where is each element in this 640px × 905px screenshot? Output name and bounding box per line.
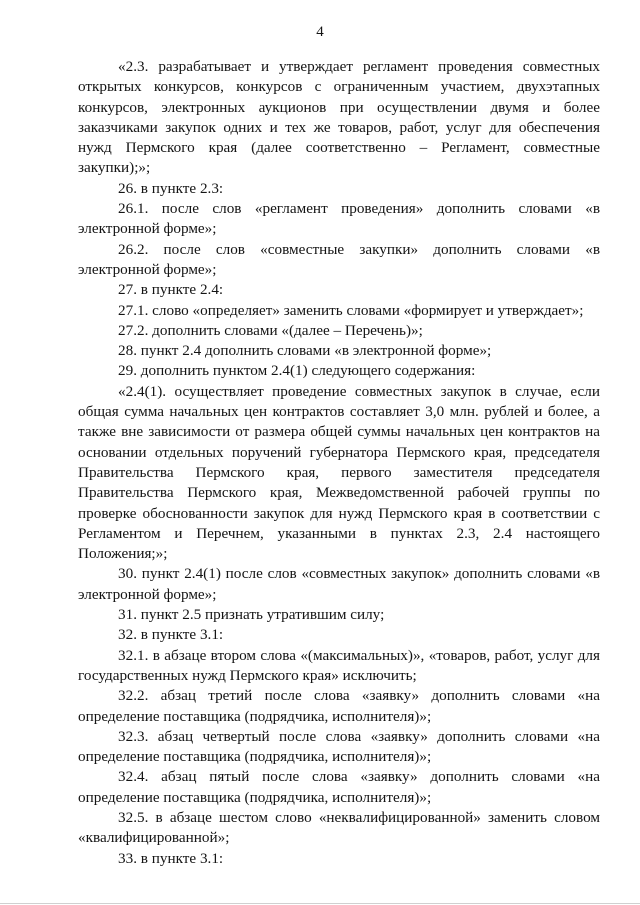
paragraph-item-33: 33. в пункте 3.1: [118,849,224,867]
paragraph-item-32: 32. в пункте 3.1: [118,626,224,644]
paragraph-item-32-4: 32.4. абзац пятый после слова «заявку» дополнить словами «на определение поставщика (подрядчика, исполнителя)»; [78,768,600,806]
paragraph-item-27-1: 27.1. слово «определяет» заменить словами «формирует и утверждает»; [118,301,584,319]
paragraph-item-27: 27. в пункте 2.4: [118,281,224,299]
paragraph-item-26: 26. в пункте 2.3: [118,179,224,197]
paragraph-item-32-3: 32.3. абзац четвертый после слова «заявку» дополнить словами «на определение поставщика (подрядчика, исполнителя)»; [78,727,600,766]
paragraph-item-30: 30. пункт 2.4(1) после слов «совместных закупок» дополнить словами «в электронной форме»; [78,565,600,603]
paragraph-item-29: 29. дополнить пунктом 2.4(1) следующего содержания: [118,362,476,380]
paragraph-item-26-2: 26.2. после слов «совместные закупки» дополнить словами «в электронной форме»; [78,240,600,278]
paragraph-item-32-2: 32.2. абзац третий после слова «заявку» дополнить словами «на определение поставщика (подрядчика, исполнителя)»; [78,687,600,725]
paragraph-item-28: 28. пункт 2.4 дополнить словами «в электронной форме»; [118,342,492,360]
paragraph-item-31: 31. пункт 2.5 признать утратившим силу; [118,606,385,624]
paragraph-item-26-1: 26.1. после слов «регламент проведения» дополнить словами «в электронной форме»; [78,200,600,238]
paragraph-quote-2-4-1: «2.4(1). осуществляет проведение совместных закупок в случае, если общая сумма начальных цен контрактов составляет 3,0 млн. рублей и более, а также вне зависимости от размера общей суммы начальных цен контрактов на основании отдельных поручений губернатора Пермского края, председателя Правительства Пермского края, первого заместителя председателя Правительства Пермского края, Межведомственной рабочей группы по проверке обоснованности закупок для нужд Пермского края в соответствии с Регламентом и Перечнем, указанными в пунктах 2.3, 2.4 настоящего Положения;»; [78,382,600,563]
page-number: 4 [316,24,324,40]
paragraph-item-32-1: 32.1. в абзаце втором слова «(максимальных)», «товаров, работ, услуг для государственных нужд Пермского края» исключить; [78,646,600,684]
page-bottom-edge [0,903,640,904]
paragraph-item-32-5: 32.5. в абзаце шестом слово «неквалифицированной» заменить словом «квалифицированной»; [78,808,600,847]
paragraph-item-27-2: 27.2. дополнить словами «(далее – Перечень)»; [118,321,423,339]
document-body [78,57,600,869]
paragraph-quote-2-3: «2.3. разрабатывает и утверждает регламент проведения совместных открытых конкурсов, конкурсов с ограниченным участием, двухэтапных конкурсов, электронных аукционов при осуществлении двумя и более заказчиками закупок одних и тех же товаров, работ, услуг для обеспечения нужд Пермского края (далее соответственно – Регламент, совместные закупки);»; [78,58,600,177]
